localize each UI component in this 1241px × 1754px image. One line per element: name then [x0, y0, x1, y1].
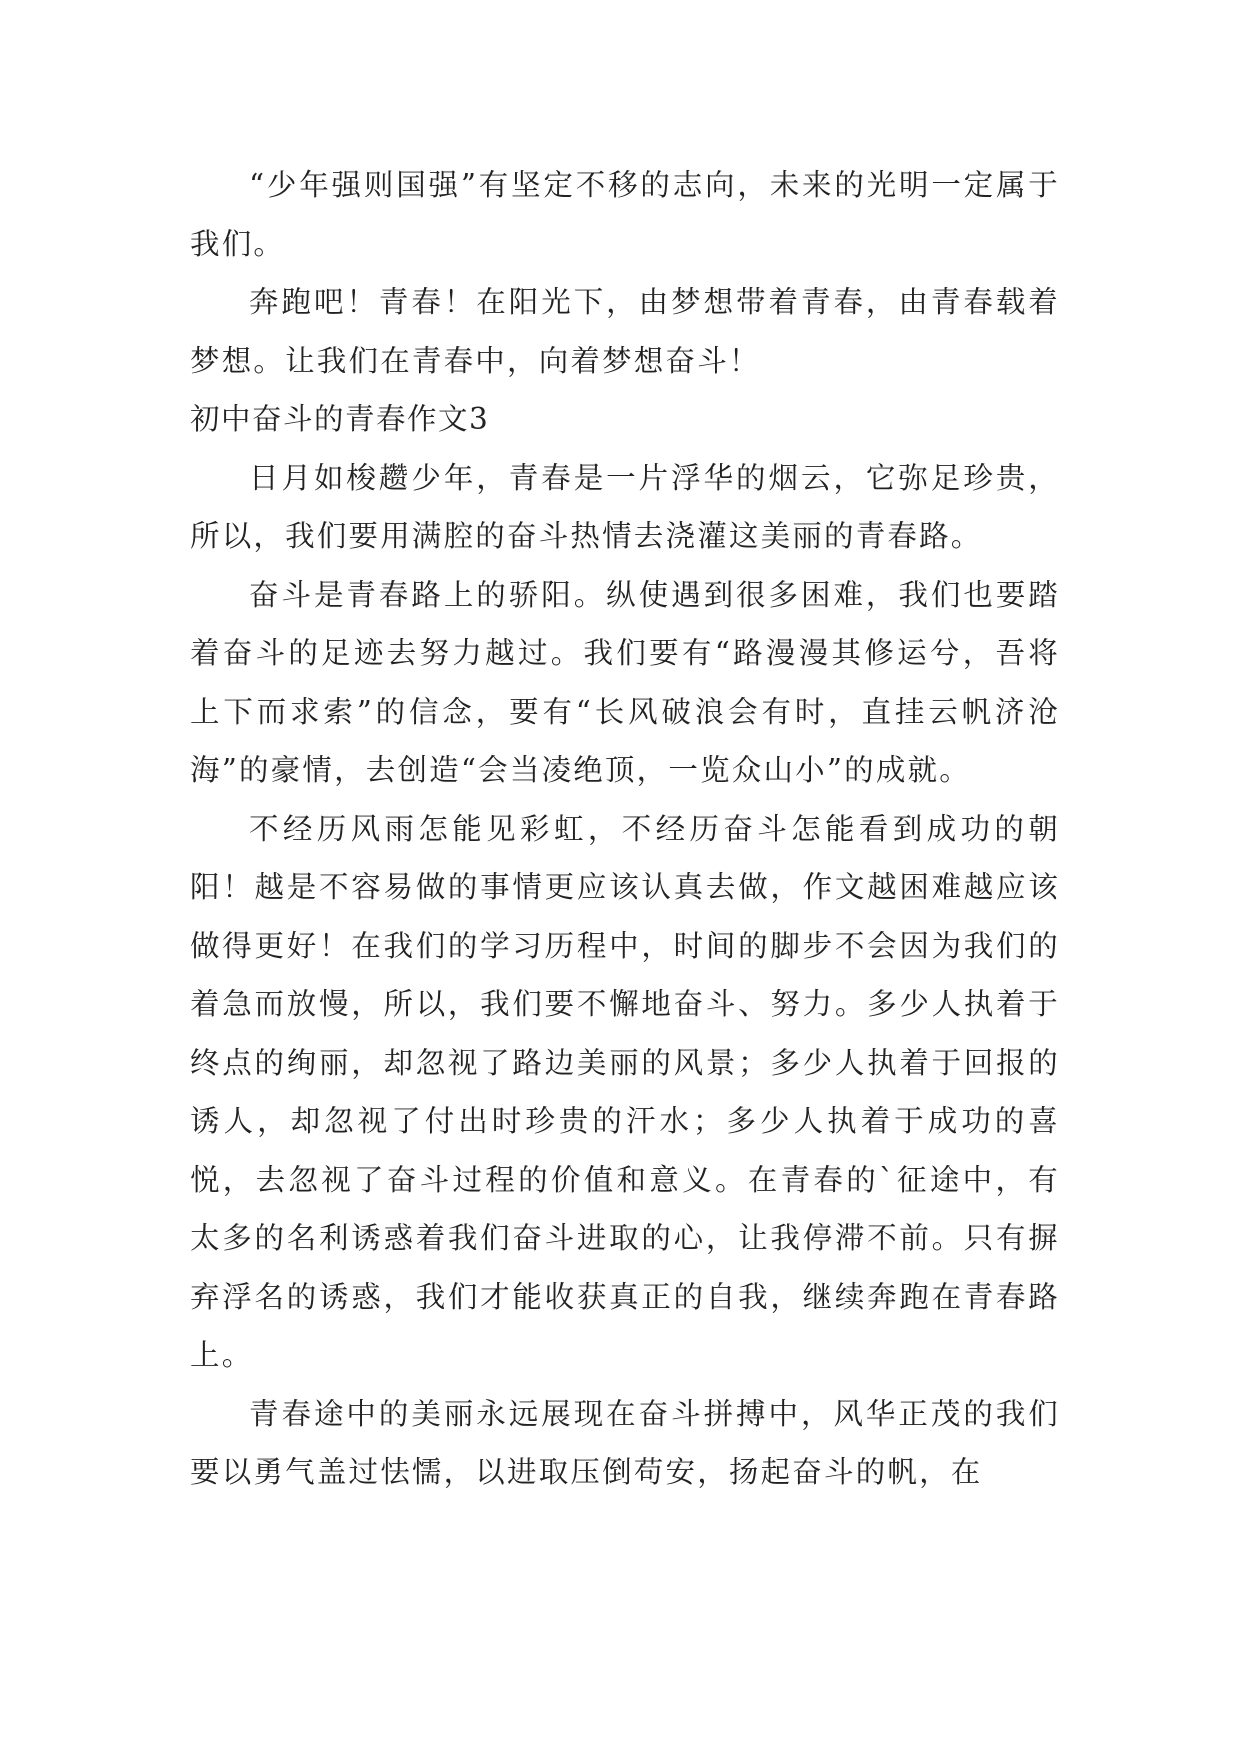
body-paragraph: 青春途中的美丽永远展现在奋斗拼搏中，风华正茂的我们要以勇气盖过怯懦，以进取压倒苟安，扬起奋斗的帆，在	[190, 1396, 1060, 1489]
section-heading: 初中奋斗的青春作文3	[190, 402, 490, 436]
body-paragraph: 不经历风雨怎能见彩虹，不经历奋斗怎能看到成功的朝阳！越是不容易做的事情更应该认真去做，作文越困难越应该做得更好！在我们的学习历程中，时间的脚步不会因为我们的着急而放慢，所以，我们要不懈地奋斗、努力。多少人执着于终点的绚丽，却忽视了路边美丽的风景；多少人执着于回报的诱人，却忽视了付出时珍贵的汗水；多少人执着于成功的喜悦，去忽视了奋斗过程的价值和意义。在青春的`征途中，有太多的名利诱惑着我们奋斗进取的心，让我停滞不前。只有摒弃浮名的诱惑，我们才能收获真正的自我，继续奔跑在青春路上。	[190, 811, 1060, 1372]
body-paragraph: 日月如梭趱少年，青春是一片浮华的烟云，它弥足珍贵，所以，我们要用满腔的奋斗热情去浇灌这美丽的青春路。	[190, 460, 1060, 553]
body-paragraph: 奋斗是青春路上的骄阳。纵使遇到很多困难，我们也要踏着奋斗的足迹去努力越过。我们要有“路漫漫其修运兮，吾将上下而求索”的信念，要有“长风破浪会有时，直挂云帆济沧海”的豪情，去创造“会当凌绝顶，一览众山小”的成就。	[190, 577, 1060, 787]
body-paragraph: “少年强则国强”有坚定不移的志向，未来的光明一定属于我们。	[190, 168, 1060, 261]
body-paragraph: 奔跑吧！青春！在阳光下，由梦想带着青春，由青春载着梦想。让我们在青春中，向着梦想奋斗！	[190, 285, 1060, 378]
document-body	[190, 156, 1060, 1502]
